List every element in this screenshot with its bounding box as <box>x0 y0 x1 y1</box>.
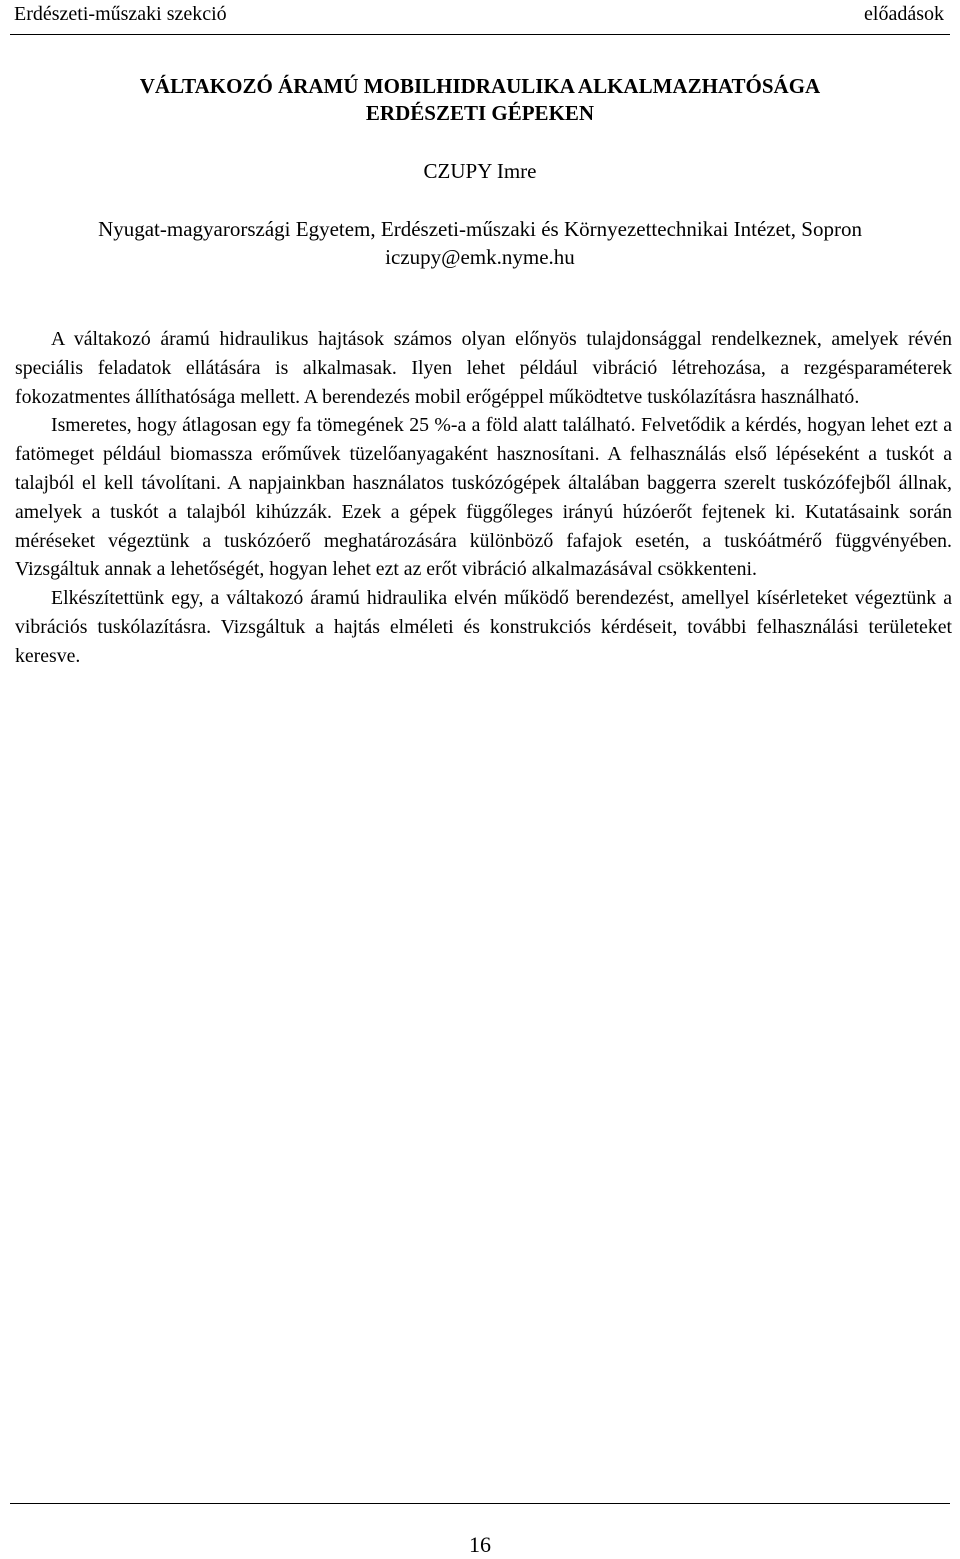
paragraph-2: Ismeretes, hogy átlagosan egy fa tömegének 25 %-a a föld alatt található. Felvetődik a kérdés, hogyan lehet ezt a fatömeget például biomassza erőművek tüzelőanyagaként hasznosítani. A felhasználás első lépéseként a tuskót a talajból el kell távolítani. A napjainkban használatos tuskózógépek általában baggerra szerelt tuskózófejből állnak, amelyek a tuskót a talajból kihúzzák. Ezek a gépek függőleges irányú húzóerőt fejtenek ki. Kutatásaink során méréseket végeztünk a tuskózóerő meghatározására különböző fafajok esetén, a tuskóátmérő függvényében. Vizsgáltuk annak a lehetőségét, hogyan lehet ezt az erőt vibráció alkalmazásával csökkenteni. <box>15 414 952 581</box>
author-affiliation: Nyugat-magyarországi Egyetem, Erdészeti-műszaki és Környezettechnikai Intézet, Sopron <box>98 217 862 241</box>
page-number: 16 <box>469 1532 491 1557</box>
title-line-1: VÁLTAKOZÓ ÁRAMÚ MOBILHIDRAULIKA ALKALMAZHATÓSÁGA <box>139 74 821 98</box>
paragraph-3: Elkészítettünk egy, a váltakozó áramú hidraulika elvén működő berendezést, amellyel kísérleteket végeztünk a vibrációs tuskólazításra. Vizsgáltuk a hajtás elméleti és konstrukciós kérdéseit, további felhasználási területeket keresve. <box>15 587 952 667</box>
header-section-name: Erdészeti-műszaki szekció <box>14 3 227 25</box>
paragraph-1: A váltakozó áramú hidraulikus hajtások számos olyan előnyös tulajdonsággal rendelkeznek, amelyek révén speciális feladatok ellátására is alkalmasak. Ilyen lehet például vibráció létrehozása, a rezgésparaméterek fokozatmentes állíthatósága mellett. A berendezés mobil erőgéppel működtetve tuskólazításra használható. <box>15 328 952 408</box>
title-line-2: ERDÉSZETI GÉPEKEN <box>365 101 595 125</box>
header-category: előadások <box>864 3 944 25</box>
footer-divider <box>10 1503 950 1504</box>
author-name: CZUPY Imre <box>423 159 537 183</box>
author-email: iczupy@emk.nyme.hu <box>385 245 575 269</box>
paper-title <box>0 73 960 127</box>
running-header <box>10 0 950 35</box>
abstract-body <box>15 325 952 671</box>
